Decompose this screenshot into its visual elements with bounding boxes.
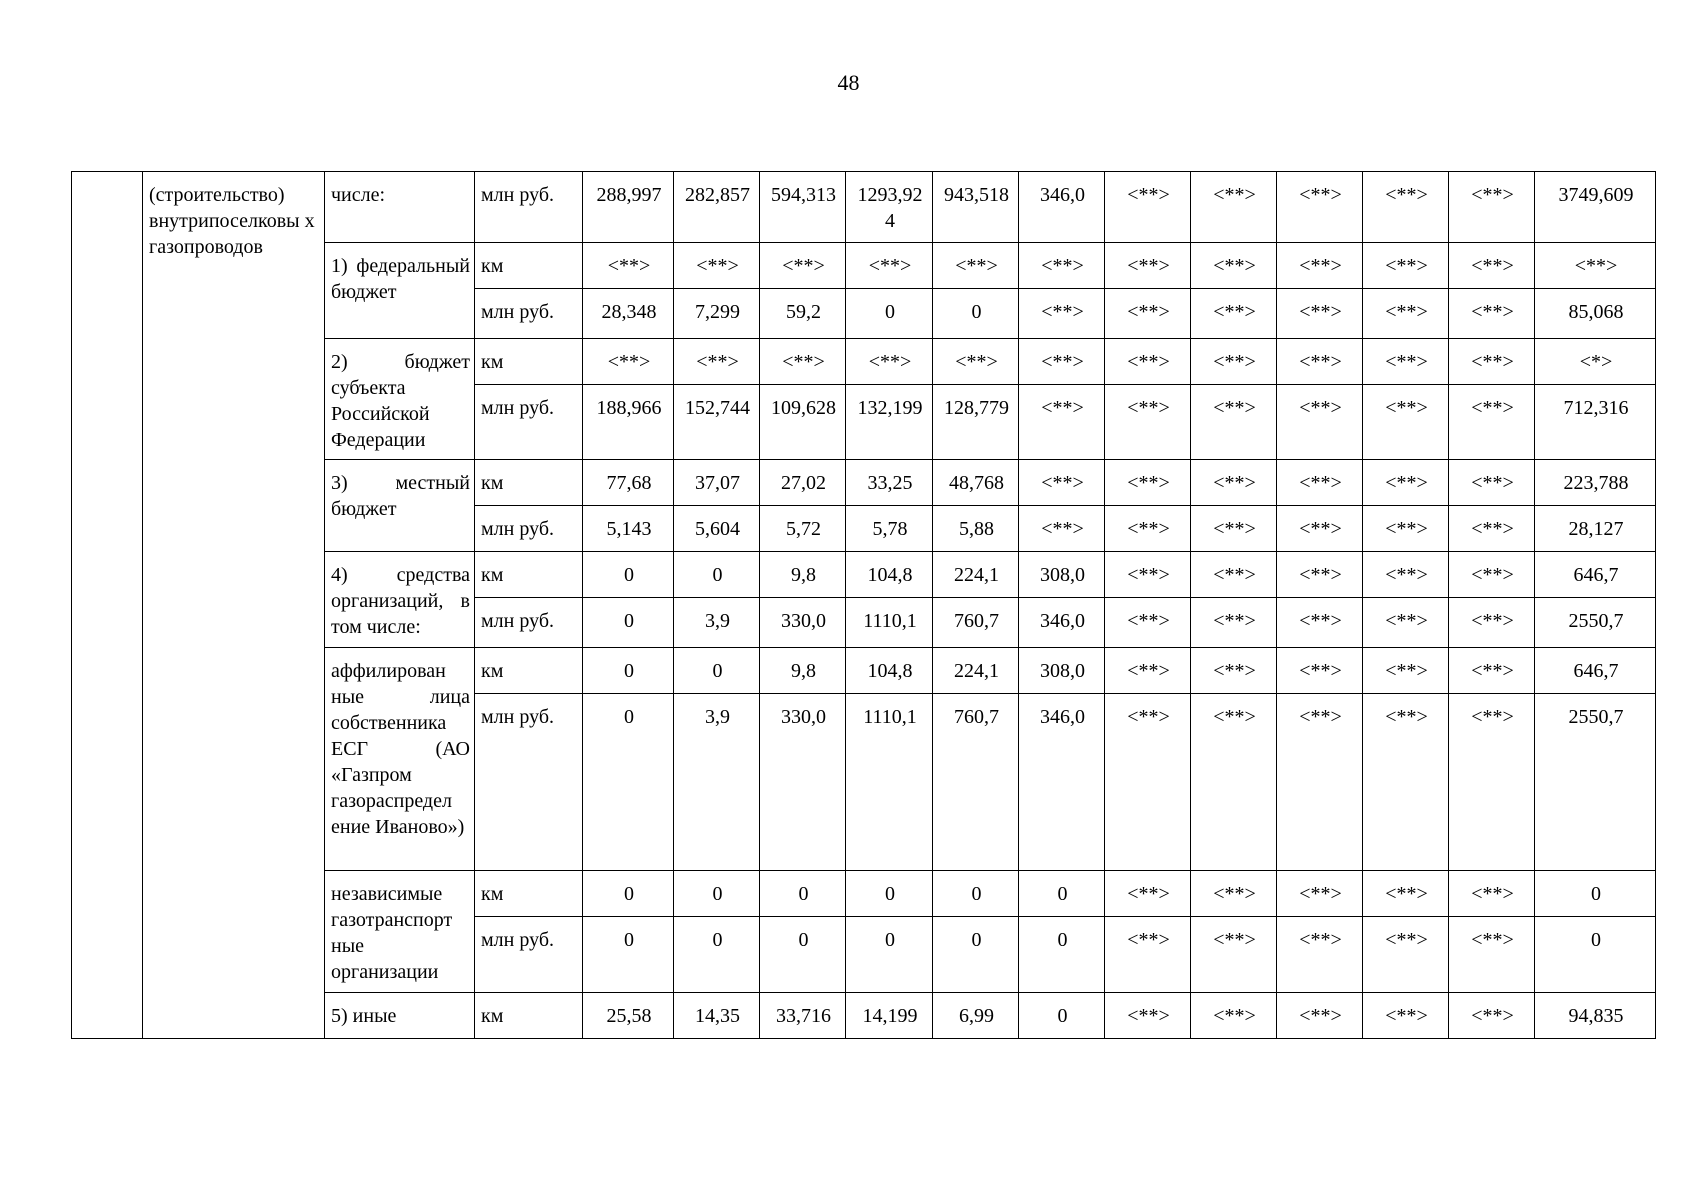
value-cell: 0 [933,871,1019,917]
value-cell: <**> [1277,460,1363,506]
total-cell: 94,835 [1535,993,1656,1039]
value-cell: <**> [1363,552,1449,598]
unit-cell: км [475,460,583,506]
value-cell: 9,8 [760,552,846,598]
value-cell: 104,8 [846,552,933,598]
unit-cell: млн руб. [475,917,583,993]
table-row [72,172,1656,243]
value-cell: 594,313 [760,172,846,243]
value-cell: <**> [760,243,846,289]
value-cell: <**> [1363,506,1449,552]
value-cell: <**> [1191,552,1277,598]
value-cell: 128,779 [933,385,1019,460]
value-cell: 330,0 [760,598,846,648]
value-cell: <**> [1449,385,1535,460]
value-cell: 282,857 [674,172,760,243]
value-cell: <**> [1449,339,1535,385]
value-cell: <**> [1105,385,1191,460]
value-cell: <**> [1105,172,1191,243]
value-cell: 5,78 [846,506,933,552]
value-cell: <**> [1277,385,1363,460]
value-cell: <**> [1191,871,1277,917]
value-cell: 330,0 [760,694,846,871]
value-cell: 25,58 [583,993,674,1039]
value-cell: <**> [1105,460,1191,506]
value-cell: 0 [846,289,933,339]
value-cell: <**> [1105,243,1191,289]
value-cell: 5,88 [933,506,1019,552]
value-cell: 0 [674,648,760,694]
value-cell: <**> [1449,172,1535,243]
value-cell: <**> [1449,871,1535,917]
value-cell: 3,9 [674,694,760,871]
value-cell: <**> [1363,289,1449,339]
value-cell: 7,299 [674,289,760,339]
value-cell: 5,143 [583,506,674,552]
value-cell: <**> [1191,460,1277,506]
value-cell: 0 [933,917,1019,993]
unit-cell: км [475,871,583,917]
value-cell: <**> [846,339,933,385]
value-cell: 0 [583,552,674,598]
value-cell: 28,348 [583,289,674,339]
value-cell: 27,02 [760,460,846,506]
unit-cell: млн руб. [475,289,583,339]
value-cell: <**> [1277,648,1363,694]
value-cell: <**> [1105,917,1191,993]
row-number-cell [72,172,143,1039]
value-cell: 48,768 [933,460,1019,506]
value-cell: 0 [583,694,674,871]
unit-cell: млн руб. [475,506,583,552]
value-cell: <**> [1449,289,1535,339]
value-cell: <**> [1363,694,1449,871]
value-cell: <**> [1191,917,1277,993]
value-cell: <**> [1449,993,1535,1039]
unit-cell: км [475,243,583,289]
value-cell: 224,1 [933,552,1019,598]
value-cell: <**> [933,243,1019,289]
total-cell: 28,127 [1535,506,1656,552]
total-cell: 85,068 [1535,289,1656,339]
value-cell: <**> [1363,385,1449,460]
value-cell: 104,8 [846,648,933,694]
value-cell: 0 [583,598,674,648]
value-cell: 760,7 [933,694,1019,871]
value-cell: 0 [760,917,846,993]
value-cell: <**> [1019,460,1105,506]
value-cell: 33,716 [760,993,846,1039]
unit-cell: км [475,648,583,694]
unit-cell: км [475,339,583,385]
value-cell: 308,0 [1019,552,1105,598]
value-cell: <**> [1191,172,1277,243]
object-name-cell: (строительство) внутрипоселковы х газопроводов [143,172,325,1039]
value-cell: <**> [1277,871,1363,917]
value-cell: <**> [1277,598,1363,648]
value-cell: <**> [1105,694,1191,871]
value-cell: 346,0 [1019,694,1105,871]
value-cell: 152,744 [674,385,760,460]
value-cell: 37,07 [674,460,760,506]
value-cell: 0 [846,871,933,917]
value-cell: <**> [674,243,760,289]
value-cell: 132,199 [846,385,933,460]
value-cell: 6,99 [933,993,1019,1039]
value-cell: <**> [1449,506,1535,552]
funding-source-cell: 4) средства организаций, в том числе: [325,552,475,648]
value-cell: 1293,92 4 [846,172,933,243]
value-cell: <**> [1277,552,1363,598]
value-cell: <**> [1449,598,1535,648]
value-cell: <**> [1363,993,1449,1039]
value-cell: <**> [933,339,1019,385]
value-cell: <**> [1191,243,1277,289]
value-cell: 3,9 [674,598,760,648]
value-cell: <**> [1449,552,1535,598]
unit-cell: млн руб. [475,598,583,648]
total-cell: <*> [1535,339,1656,385]
value-cell: 0 [1019,917,1105,993]
value-cell: <**> [1019,385,1105,460]
total-cell: 712,316 [1535,385,1656,460]
page-number: 48 [837,70,860,95]
value-cell: <**> [1191,598,1277,648]
value-cell: <**> [1105,993,1191,1039]
value-cell: <**> [1363,243,1449,289]
funding-source-cell: 2) бюджет субъекта Российской Федерации [325,339,475,460]
value-cell: <**> [1191,385,1277,460]
value-cell: <**> [1191,289,1277,339]
value-cell: 760,7 [933,598,1019,648]
value-cell: <**> [1105,552,1191,598]
value-cell: 943,518 [933,172,1019,243]
total-cell: 2550,7 [1535,694,1656,871]
value-cell: <**> [1363,172,1449,243]
value-cell: <**> [1019,339,1105,385]
value-cell: <**> [1105,506,1191,552]
value-cell: 0 [674,917,760,993]
value-cell: <**> [1277,339,1363,385]
value-cell: 0 [846,917,933,993]
value-cell: <**> [583,339,674,385]
total-cell: 223,788 [1535,460,1656,506]
value-cell: 0 [933,289,1019,339]
value-cell: 224,1 [933,648,1019,694]
unit-cell: млн руб. [475,172,583,243]
value-cell: 188,966 [583,385,674,460]
value-cell: 0 [674,871,760,917]
value-cell: <**> [1105,648,1191,694]
value-cell: 0 [583,917,674,993]
funding-source-cell: 1) федеральный бюджет [325,243,475,339]
value-cell: <**> [1449,460,1535,506]
value-cell: <**> [1449,917,1535,993]
value-cell: <**> [1277,993,1363,1039]
value-cell: <**> [1277,243,1363,289]
value-cell: <**> [1363,460,1449,506]
unit-cell: млн руб. [475,694,583,871]
value-cell: 0 [583,648,674,694]
value-cell: <**> [1105,871,1191,917]
total-cell: 646,7 [1535,552,1656,598]
value-cell: <**> [1449,694,1535,871]
value-cell: <**> [1105,598,1191,648]
value-cell: <**> [1363,339,1449,385]
value-cell: 5,604 [674,506,760,552]
value-cell: 14,35 [674,993,760,1039]
financing-table [71,171,1656,1039]
value-cell: 0 [1019,993,1105,1039]
value-cell: 1110,1 [846,694,933,871]
value-cell: <**> [1277,289,1363,339]
total-cell: 3749,609 [1535,172,1656,243]
table-body [72,172,1656,1039]
value-cell: <**> [1449,243,1535,289]
value-cell: 346,0 [1019,598,1105,648]
value-cell: <**> [760,339,846,385]
value-cell: 0 [674,552,760,598]
value-cell: 59,2 [760,289,846,339]
value-cell: <**> [1277,917,1363,993]
value-cell: <**> [1363,917,1449,993]
value-cell: <**> [1363,871,1449,917]
total-cell: 0 [1535,917,1656,993]
value-cell: <**> [1019,243,1105,289]
value-cell: 308,0 [1019,648,1105,694]
funding-source-cell: 5) иные [325,993,475,1039]
value-cell: <**> [1191,506,1277,552]
value-cell: 5,72 [760,506,846,552]
value-cell: <**> [1191,993,1277,1039]
value-cell: 0 [583,871,674,917]
value-cell: <**> [1191,339,1277,385]
value-cell: 109,628 [760,385,846,460]
value-cell: 0 [760,871,846,917]
unit-cell: млн руб. [475,385,583,460]
value-cell: <**> [583,243,674,289]
value-cell: <**> [846,243,933,289]
funding-source-cell: аффилирован ные лица собственника ЕСГ (АО «Газпром газораспредел ение Иваново») [325,648,475,871]
value-cell: 1110,1 [846,598,933,648]
total-cell: 2550,7 [1535,598,1656,648]
value-cell: 9,8 [760,648,846,694]
unit-cell: км [475,993,583,1039]
funding-source-cell: числе: [325,172,475,243]
value-cell: <**> [1277,172,1363,243]
total-cell: 0 [1535,871,1656,917]
value-cell: 33,25 [846,460,933,506]
funding-source-cell: независимые газотранспорт ные организации [325,871,475,993]
value-cell: <**> [1191,694,1277,871]
value-cell: <**> [1363,648,1449,694]
value-cell: <**> [1363,598,1449,648]
value-cell: 77,68 [583,460,674,506]
value-cell: <**> [1105,289,1191,339]
value-cell: <**> [1105,339,1191,385]
value-cell: <**> [674,339,760,385]
value-cell: 0 [1019,871,1105,917]
value-cell: <**> [1277,506,1363,552]
total-cell: <**> [1535,243,1656,289]
funding-source-cell: 3) местный бюджет [325,460,475,552]
value-cell: 14,199 [846,993,933,1039]
value-cell: <**> [1449,648,1535,694]
value-cell: <**> [1191,648,1277,694]
value-cell: <**> [1019,506,1105,552]
total-cell: 646,7 [1535,648,1656,694]
value-cell: 346,0 [1019,172,1105,243]
value-cell: <**> [1277,694,1363,871]
value-cell: <**> [1019,289,1105,339]
value-cell: 288,997 [583,172,674,243]
unit-cell: км [475,552,583,598]
